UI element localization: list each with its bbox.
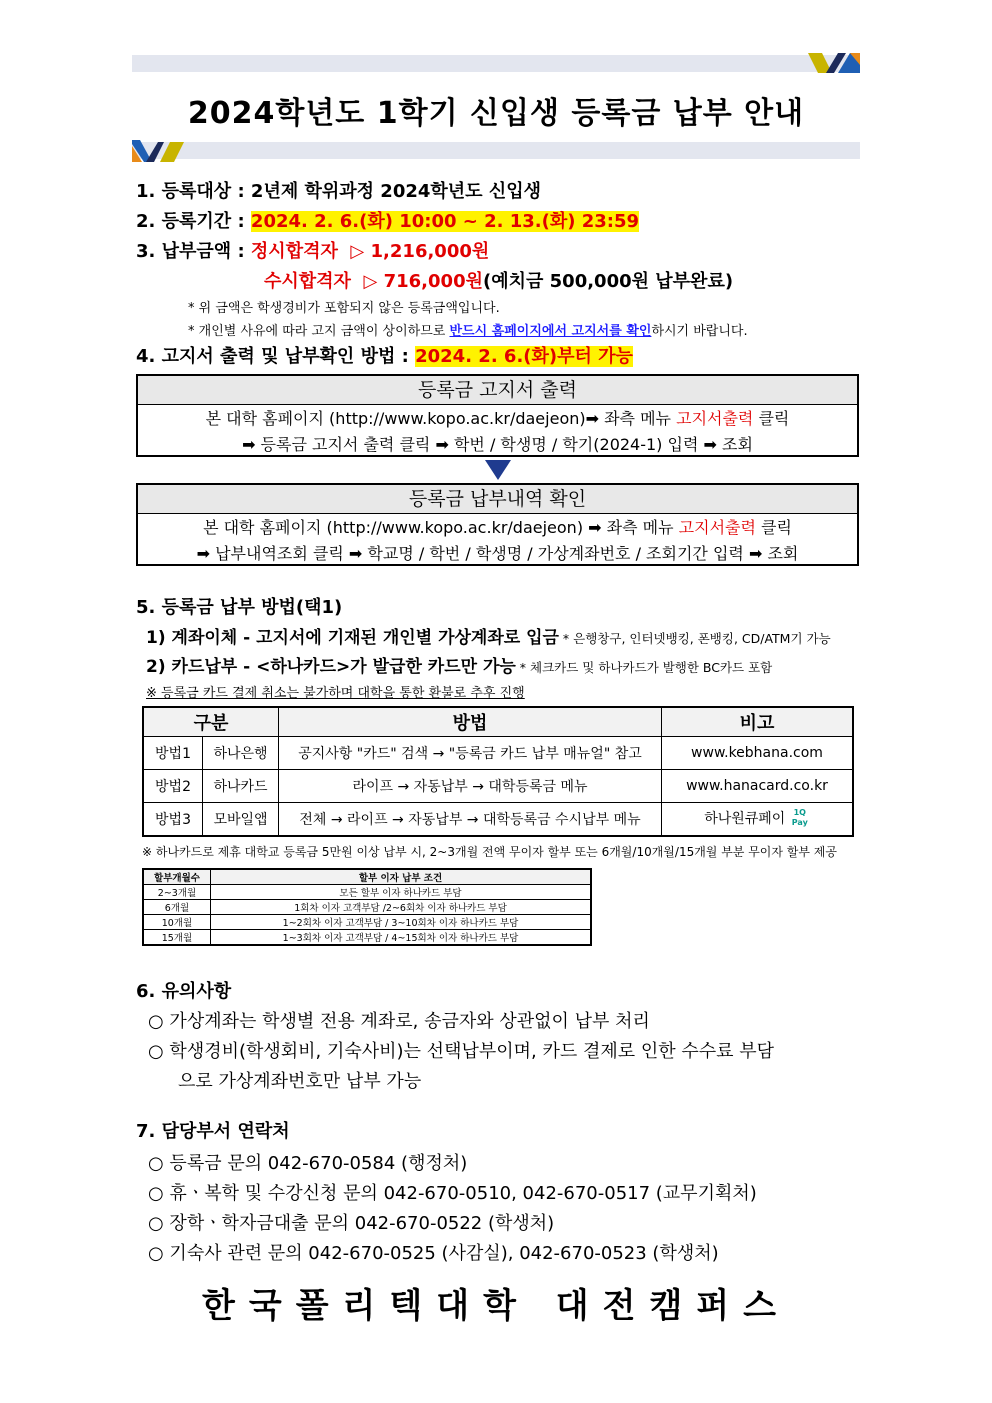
table-row: 10개월 1~2회차 이자 고객부담 / 3~10회차 이자 하나카드 부담 xyxy=(143,915,591,930)
check-bill-link[interactable]: 반드시 홈페이지에서 고지서를 확인 xyxy=(449,324,652,339)
institution-footer: 한국폴리텍대학 대전캠퍼스 xyxy=(202,1286,790,1326)
payment-method-table xyxy=(142,706,854,837)
bill-print-line2: ➡ 등록금 고지서 출력 클릭 ➡ 학번 / 학생명 / 학기(2024-1) 입력 ➡ 조회 xyxy=(242,435,753,454)
table-row: 방법2 하나카드 라이프 → 자동납부 → 대학등록금 메뉴 www.hanacard.co.kr xyxy=(143,770,853,803)
table-row: 방법1 하나은행 공지사항 "카드" 검색 → "등록금 카드 납부 매뉴얼" 참고 www.kebhana.com xyxy=(143,737,853,770)
hana1q-pay-cell: 하나원큐페이 1Q Pay xyxy=(662,803,854,837)
card-cancel-warning: ※ 등록금 카드 결제 취소는 불가하며 대학을 통한 환불로 추후 진행 xyxy=(146,686,525,701)
method-transfer: 1) 계좌이체 - 고지서에 기재된 개인별 가상계좌로 입금 * 은행창구, 인터넷뱅킹, 폰뱅킹, CD/ATM기 가능 xyxy=(146,628,831,648)
contact-item: ○ 기숙사 관련 문의 042-670-0525 (사감실), 042-670-0523 (학생처) xyxy=(148,1243,719,1264)
payment-check-box xyxy=(136,483,859,566)
bill-print-heading: 등록금 고지서 출력 xyxy=(138,376,857,405)
table-row: 2~3개월 모든 할부 이자 하나카드 부담 xyxy=(143,885,591,900)
header-method: 방법 xyxy=(279,707,662,737)
header-note: 비고 xyxy=(662,707,854,737)
kebhana-link[interactable]: www.kebhana.com xyxy=(662,737,854,770)
section-1: 1. 등록대상 : 2년제 학위과정 2024학년도 신입생 xyxy=(136,181,541,202)
section-4: 4. 고지서 출력 및 납부확인 방법 : 2024. 2. 6.(화)부터 가능 xyxy=(136,346,633,367)
arrow-down-icon xyxy=(485,460,511,480)
section-5: 5. 등록금 납부 방법(택1) xyxy=(136,597,343,618)
1q-pay-logo-icon: 1Q Pay xyxy=(791,808,808,827)
contact-item: ○ 장학ㆍ학자금대출 문의 042-670-0522 (학생처) xyxy=(148,1213,555,1234)
amount-note-2: * 개인별 사유에 따라 고지 금액이 상이하므로 반드시 홈페이지에서 고지서를 확인하시기 바랍니다. xyxy=(188,324,748,339)
bill-print-line1: 본 대학 홈페이지 (http://www.kopo.ac.kr/daejeon)➡ 좌측 메뉴 고지서출력 클릭 xyxy=(205,409,790,428)
bill-print-box xyxy=(136,374,859,457)
section-2: 2. 등록기간 : 2024. 2. 6.(화) 10:00 ~ 2. 13.(화) 23:59 xyxy=(136,211,640,232)
caution-item-1: ○ 가상계좌는 학생별 전용 계좌로, 송금자와 상관없이 납부 처리 xyxy=(148,1011,650,1032)
contact-item: ○ 휴ㆍ복학 및 수강신청 문의 042-670-0510, 042-670-0517 (교무기획처) xyxy=(148,1183,757,1204)
payment-check-line1: 본 대학 홈페이지 (http://www.kopo.ac.kr/daejeon) ➡ 좌측 메뉴 고지서출력 클릭 xyxy=(203,518,792,537)
table-header-row xyxy=(143,707,853,737)
section-6: 6. 유의사항 xyxy=(136,981,232,1002)
registration-period: 2024. 2. 6.(화) 10:00 ~ 2. 13.(화) 23:59 xyxy=(250,211,640,232)
hanacard-link[interactable]: www.hanacard.co.kr xyxy=(662,770,854,803)
payment-check-heading: 등록금 납부내역 확인 xyxy=(138,485,857,514)
bottom-corner-decoration xyxy=(132,140,184,162)
table-row: 15개월 1~3회차 이자 고객부담 / 4~15회차 이자 하나카드 부담 xyxy=(143,930,591,946)
top-corner-decoration xyxy=(808,53,860,75)
method-card: 2) 카드납부 - <하나카드>가 발급한 카드만 가능 * 체크카드 및 하나카드가 발행한 BC카드 포함 xyxy=(146,657,773,677)
contact-item: ○ 등록금 문의 042-670-0584 (행정처) xyxy=(148,1153,468,1174)
amount-note-1: * 위 금액은 학생경비가 포함되지 않은 등록금액입니다. xyxy=(188,301,500,316)
payment-check-line2: ➡ 납부내역조회 클릭 ➡ 학교명 / 학번 / 학생명 / 가상계좌번호 / 조회기간 입력 ➡ 조회 xyxy=(196,544,799,563)
header-category: 구분 xyxy=(143,707,279,737)
table-row: 6개월 1회차 이자 고객부담 /2~6회차 이자 하나카드 부담 xyxy=(143,900,591,915)
page-title: 2024학년도 1학기 신입생 등록금 납부 안내 xyxy=(187,96,805,131)
installment-table xyxy=(142,868,592,946)
section-3-line2: 수시합격자 ▷ 716,000원(예치금 500,000원 납부완료) xyxy=(264,271,734,292)
section-7: 7. 담당부서 연락처 xyxy=(136,1121,290,1142)
caution-item-2: ○ 학생경비(학생회비, 기숙사비)는 선택납부이며, 카드 결제로 인한 수수료 부담 xyxy=(148,1041,774,1062)
bottom-banner-bar xyxy=(132,142,860,159)
section-3: 3. 납부금액 : 정시합격자 ▷ 1,216,000원 xyxy=(136,241,490,262)
installment-note: ※ 하나카드로 제휴 대학교 등록금 5만원 이상 납부 시, 2~3개월 전액 무이자 할부 또는 6개월/10개월/15개월 부분 무이자 할부 제공 xyxy=(142,845,837,859)
installment-header-row: 할부개월수 할부 이자 납부 조건 xyxy=(143,869,591,885)
top-banner-bar xyxy=(132,55,860,72)
table-row: 방법3 모바일앱 전체 → 라이프 → 자동납부 → 대학등록금 수시납부 메뉴 하나원큐페이 1Q Pay xyxy=(143,803,853,837)
caution-item-2-cont: 으로 가상계좌번호만 납부 가능 xyxy=(178,1071,422,1092)
